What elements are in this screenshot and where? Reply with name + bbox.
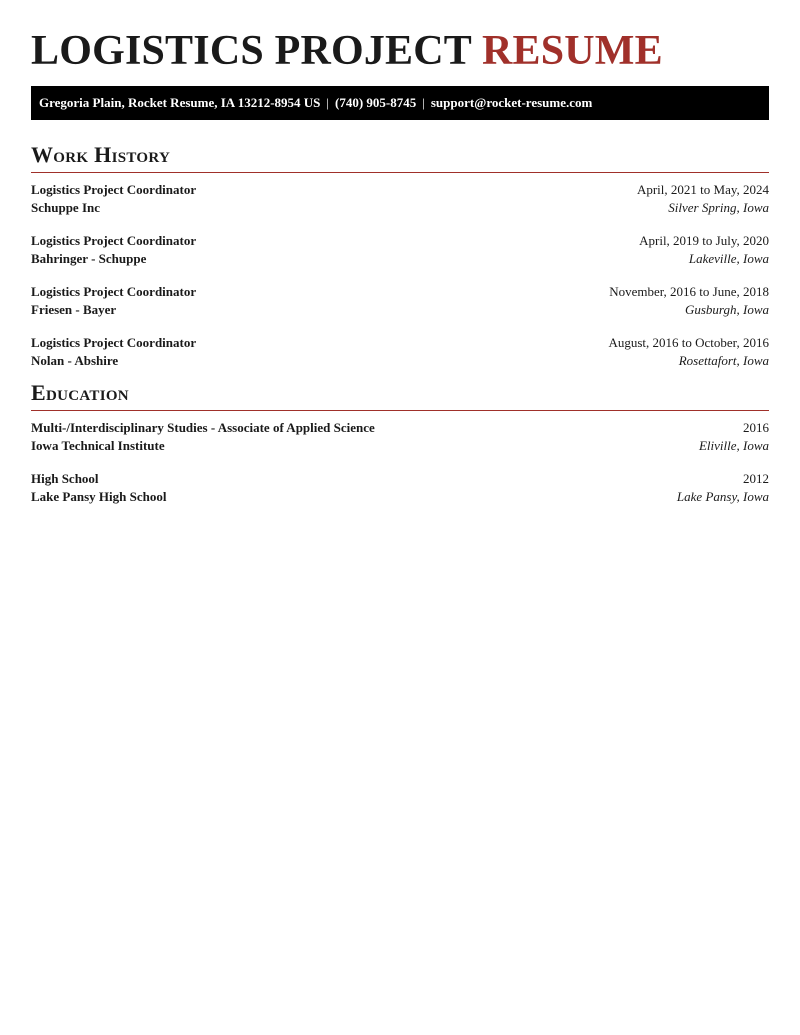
- job-dates: April, 2021 to May, 2024: [636, 182, 769, 197]
- degree-name: High School: [31, 471, 99, 486]
- job-dates: August, 2016 to October, 2016: [608, 335, 769, 350]
- company-name: Bahringer - Schuppe: [31, 251, 147, 266]
- education-entry: [31, 470, 769, 506]
- work-entry: [31, 334, 769, 370]
- company-name: Friesen - Bayer: [31, 302, 117, 317]
- education-entry: [31, 419, 769, 455]
- company-name: Nolan - Abshire: [31, 353, 119, 368]
- contact-separator: |: [422, 95, 425, 110]
- school-location: Eliville, Iowa: [698, 438, 769, 453]
- job-title: Logistics Project Coordinator: [31, 182, 197, 197]
- work-entry: [31, 181, 769, 217]
- education-heading: Education: [31, 380, 769, 411]
- work-entry: [31, 283, 769, 319]
- title-main: LOGISTICS PROJECT: [31, 28, 472, 74]
- contact-email[interactable]: support@rocket-resume.com: [430, 95, 593, 110]
- job-location: Rosettafort, Iowa: [678, 353, 769, 368]
- contact-phone[interactable]: (740) 905-8745: [335, 95, 417, 110]
- contact-address: Gregoria Plain, Rocket Resume, IA 13212-8954 US: [39, 95, 321, 110]
- job-dates: November, 2016 to June, 2018: [609, 284, 769, 299]
- work-entry: [31, 232, 769, 268]
- job-title: Logistics Project Coordinator: [31, 284, 197, 299]
- job-title: Logistics Project Coordinator: [31, 233, 197, 248]
- graduation-year: 2012: [743, 471, 769, 486]
- resume-title: [31, 0, 769, 74]
- title-accent: RESUME: [481, 28, 663, 74]
- school-location: Lake Pansy, Iowa: [676, 489, 769, 504]
- work-history-heading: Work History: [31, 142, 769, 173]
- company-name: Schuppe Inc: [31, 200, 100, 215]
- school-name: Lake Pansy High School: [31, 489, 167, 504]
- contact-separator: |: [326, 95, 330, 110]
- job-location: Gusburgh, Iowa: [684, 302, 769, 317]
- job-location: Lakeville, Iowa: [688, 251, 769, 266]
- job-title: Logistics Project Coordinator: [31, 335, 197, 350]
- job-dates: April, 2019 to July, 2020: [639, 233, 769, 248]
- graduation-year: 2016: [743, 420, 769, 435]
- education-list: [31, 419, 769, 506]
- job-location: Silver Spring, Iowa: [668, 200, 769, 215]
- school-name: Iowa Technical Institute: [31, 438, 165, 453]
- contact-bar: [31, 86, 769, 120]
- degree-name: Multi-/Interdisciplinary Studies - Associate of Applied Science: [31, 420, 375, 435]
- work-history-list: [31, 181, 769, 370]
